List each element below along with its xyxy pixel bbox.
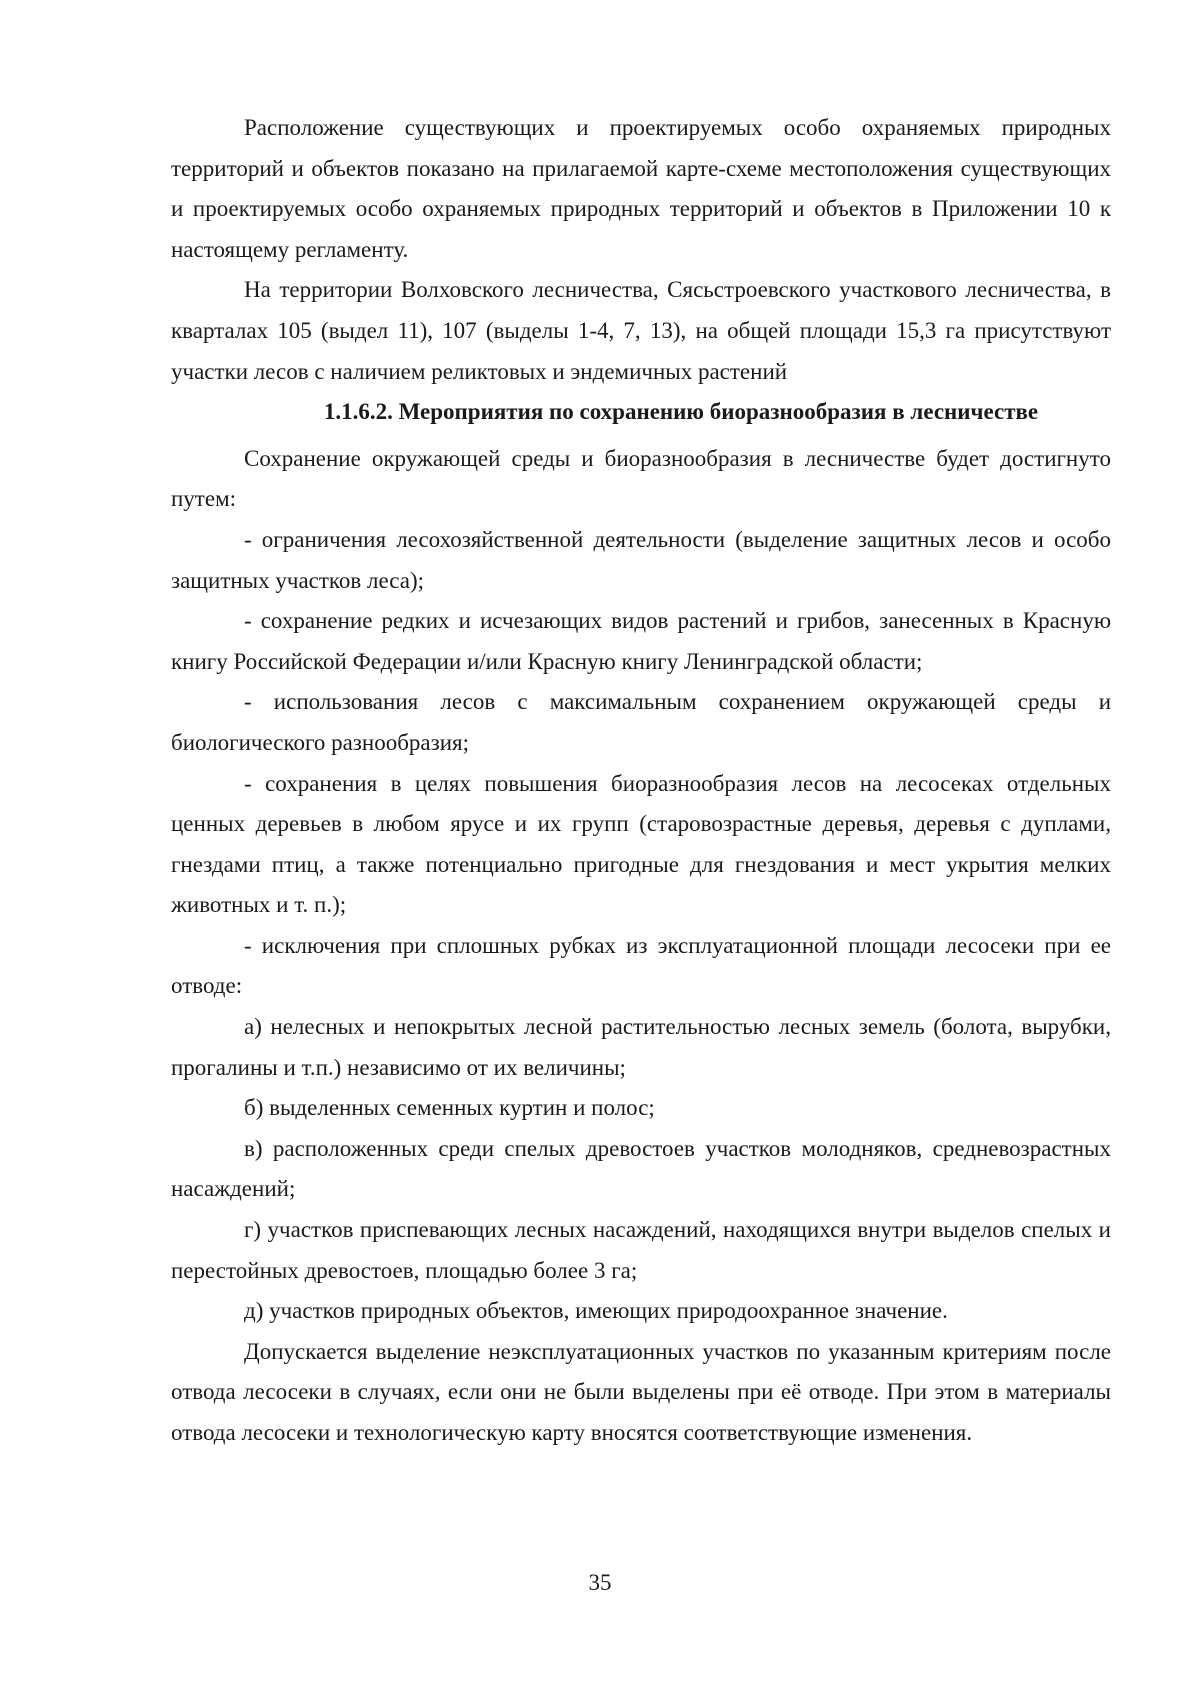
sub-list-item: г) участков приспевающих лесных насаждений, находящихся внутри выделов спелых и перестойных древостоев, площадью более 3 га; — [171, 1217, 1111, 1283]
paragraph-protected-areas-location: Расположение существующих и проектируемых особо охраняемых природных территорий и объектов показано на прилагаемой карте-схеме местоположения существующих и проектируемых особо охраняемых природных территорий и объектов в Приложении 10 к настоящему регламенту. — [171, 115, 1111, 262]
sub-list-item: в) расположенных среди спелых древостоев участков молодняков, средневозрастных насаждений; — [171, 1135, 1111, 1202]
list-item: - сохранение редких и исчезающих видов растений и грибов, занесенных в Красную книгу Российской Федерации и/или Красную книгу Ленинградской области; — [171, 608, 1111, 674]
list-item: - ограничения лесохозяйственной деятельности (выделение защитных лесов и особо защитных участков леса); — [171, 526, 1111, 593]
sub-list-item: а) нелесных и непокрытых лесной растительностью лесных земель (болота, вырубки, прогалины и т.п.) независимо от их величины; — [171, 1014, 1111, 1080]
sub-list-item: б) выделенных семенных куртин и полос; — [244, 1095, 655, 1121]
list-item: - сохранения в целях повышения биоразнообразия лесов на лесосеках отдельных ценных деревьев в любом ярусе и их групп (старовозрастные деревья, деревья с дуплами, гнездами птиц, а также потенциально пригодные для гнездования и мест укрытия мелких животных и т. п.); — [171, 770, 1111, 918]
paragraph-intro: Сохранение окружающей среды и биоразнообразия в лесничестве будет достигнуто путем: — [171, 445, 1111, 512]
list-item: - использования лесов с максимальным сохранением окружающей среды и биологического разнообразия; — [171, 689, 1111, 755]
paragraph-relict-plants: На территории Волховского лесничества, Сясьстроевского участкового лесничества, в кварталах 105 (выдел 11), 107 (выделы 1-4, 7, 13), на общей площади 15,3 га присутствуют участки лесов с наличием реликтовых и эндемичных растений — [171, 277, 1111, 384]
sub-list-item: д) участков природных объектов, имеющих природоохранное значение. — [244, 1298, 948, 1324]
list-item: - исключения при сплошных рубках из эксплуатационной площади лесосеки при ее отводе: — [171, 932, 1111, 999]
page-number: 35 — [588, 1570, 612, 1595]
document-body — [171, 108, 1111, 1454]
paragraph-conclusion: Допускается выделение неэксплуатационных участков по указанным критериям после отвода лесосеки в случаях, если они не были выделены при её отводе. При этом в материалы отвода лесосеки и технологическую карту вносятся соответствующие изменения. — [171, 1338, 1111, 1445]
section-heading: 1.1.6.2. Мероприятия по сохранению биоразнообразия в лесничестве — [323, 399, 1039, 425]
